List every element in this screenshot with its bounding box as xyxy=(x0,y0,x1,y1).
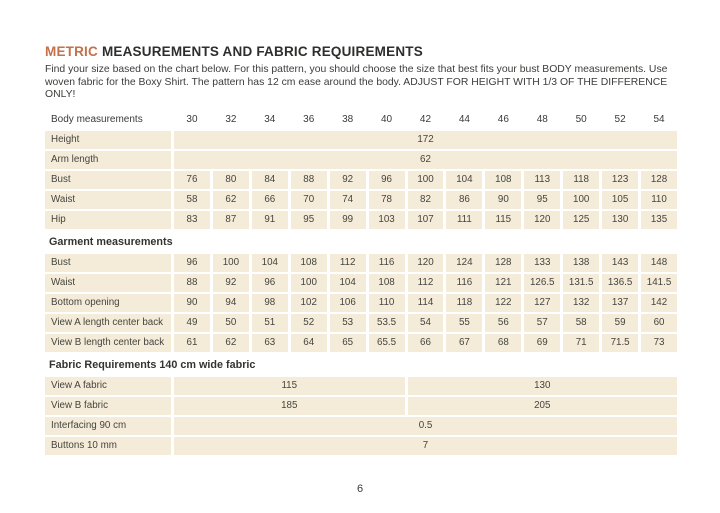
size-header-cell: 30 xyxy=(186,114,198,126)
value-cell: 120 xyxy=(408,254,444,272)
value-cell: 51 xyxy=(252,314,288,332)
row-label: View B fabric xyxy=(45,397,171,415)
value-cell: 126.5 xyxy=(524,274,560,292)
value-cell: 96 xyxy=(174,254,210,272)
value-cell: 108 xyxy=(369,274,405,292)
table-row xyxy=(45,171,677,189)
value-cell: 100 xyxy=(213,254,249,272)
size-header-cell: 32 xyxy=(225,114,237,126)
size-header-cell: 48 xyxy=(536,114,548,126)
value-cell: 58 xyxy=(174,191,210,209)
size-header-cell: 42 xyxy=(419,114,432,126)
value-cell: 102 xyxy=(291,294,327,312)
table-row xyxy=(45,151,677,169)
value-cell: 135 xyxy=(641,211,677,229)
row-label: Height xyxy=(45,131,171,149)
value-cell: 91 xyxy=(252,211,288,229)
value-cell: 136.5 xyxy=(602,274,638,292)
value-cell: 118 xyxy=(446,294,482,312)
size-header-cell: 52 xyxy=(614,114,626,126)
row-label: Arm length xyxy=(45,151,171,169)
row-label: Interfacing 90 cm xyxy=(45,417,171,435)
value-cell: 130 xyxy=(602,211,638,229)
value-cell: 50 xyxy=(213,314,249,332)
value-cell: 105 xyxy=(602,191,638,209)
value-cell: 122 xyxy=(485,294,521,312)
table-row xyxy=(45,417,677,435)
value-cell: 100 xyxy=(563,191,599,209)
value-cell: 61 xyxy=(174,334,210,352)
size-header-label: Body measurements xyxy=(51,114,143,126)
value-cell: 110 xyxy=(641,191,677,209)
value-cell: 92 xyxy=(213,274,249,292)
value-cell: 67 xyxy=(446,334,482,352)
value-cell: 53.5 xyxy=(369,314,405,332)
row-label: View A fabric xyxy=(45,377,171,395)
value-cell: 66 xyxy=(252,191,288,209)
merged-value-cell: 7 xyxy=(174,437,677,455)
value-cell: 80 xyxy=(213,171,249,189)
value-cell: 112 xyxy=(330,254,366,272)
value-cell: 65 xyxy=(330,334,366,352)
value-cell: 104 xyxy=(252,254,288,272)
value-cell: 98 xyxy=(252,294,288,312)
value-cell: 55 xyxy=(446,314,482,332)
size-header-cell: 46 xyxy=(497,114,509,126)
value-cell: 65.5 xyxy=(369,334,405,352)
value-cell: 86 xyxy=(446,191,482,209)
value-cell: 74 xyxy=(330,191,366,209)
value-cell: 58 xyxy=(563,314,599,332)
value-cell: 103 xyxy=(369,211,405,229)
size-header-cell: 50 xyxy=(575,114,587,126)
value-cell: 100 xyxy=(408,171,444,189)
value-cell: 111 xyxy=(446,211,482,229)
fabric-requirements-rows xyxy=(45,377,677,455)
page-content xyxy=(45,44,677,457)
merged-value-cell: 62 xyxy=(174,151,677,169)
table-row xyxy=(45,254,677,272)
value-cell: 87 xyxy=(213,211,249,229)
value-cell: 94 xyxy=(213,294,249,312)
value-cell: 76 xyxy=(174,171,210,189)
row-label: Waist xyxy=(45,274,171,292)
row-label: Bust xyxy=(45,254,171,272)
value-cell: 96 xyxy=(369,171,405,189)
value-cell: 142 xyxy=(641,294,677,312)
split-value-cell: 205 xyxy=(408,397,677,415)
value-cell: 90 xyxy=(485,191,521,209)
row-label: View A length center back xyxy=(45,314,171,332)
size-header-cell: 44 xyxy=(458,114,470,126)
value-cell: 88 xyxy=(291,171,327,189)
value-cell: 106 xyxy=(330,294,366,312)
page-title-accent: METRIC xyxy=(45,44,98,59)
page-title xyxy=(45,44,677,60)
page-title-rest: MEASUREMENTS AND FABRIC REQUIREMENTS xyxy=(101,44,423,59)
value-cell: 108 xyxy=(291,254,327,272)
value-cell: 138 xyxy=(563,254,599,272)
value-cell: 70 xyxy=(291,191,327,209)
row-label: Waist xyxy=(45,191,171,209)
value-cell: 63 xyxy=(252,334,288,352)
value-cell: 125 xyxy=(563,211,599,229)
value-cell: 73 xyxy=(641,334,677,352)
split-value-cell: 115 xyxy=(174,377,405,395)
row-label: Hip xyxy=(45,211,171,229)
garment-measurements-rows xyxy=(45,254,677,352)
value-cell: 60 xyxy=(641,314,677,332)
value-cell: 116 xyxy=(369,254,405,272)
value-cell: 68 xyxy=(485,334,521,352)
value-cell: 133 xyxy=(524,254,560,272)
value-cell: 116 xyxy=(446,274,482,292)
value-cell: 62 xyxy=(213,334,249,352)
value-cell: 137 xyxy=(602,294,638,312)
value-cell: 54 xyxy=(408,314,444,332)
value-cell: 57 xyxy=(524,314,560,332)
table-row xyxy=(45,131,677,149)
value-cell: 90 xyxy=(174,294,210,312)
fabric-section-heading: Fabric Requirements 140 cm wide fabric xyxy=(49,359,256,372)
value-cell: 88 xyxy=(174,274,210,292)
value-cell: 120 xyxy=(524,211,560,229)
size-header-row xyxy=(45,111,677,129)
split-value-cell: 130 xyxy=(408,377,677,395)
size-header-cell: 36 xyxy=(303,114,315,126)
value-cell: 69 xyxy=(524,334,560,352)
value-cell: 95 xyxy=(524,191,560,209)
value-cell: 53 xyxy=(330,314,366,332)
page-number: 6 xyxy=(356,483,364,495)
value-cell: 100 xyxy=(291,274,327,292)
value-cell: 95 xyxy=(291,211,327,229)
value-cell: 123 xyxy=(602,171,638,189)
value-cell: 108 xyxy=(485,171,521,189)
merged-value-cell: 172 xyxy=(174,131,677,149)
value-cell: 141.5 xyxy=(641,274,677,292)
row-label: Bust xyxy=(45,171,171,189)
value-cell: 104 xyxy=(446,171,482,189)
size-header-cell: 40 xyxy=(381,114,393,126)
table-row xyxy=(45,294,677,312)
size-header-cell: 34 xyxy=(264,114,276,126)
value-cell: 71 xyxy=(563,334,599,352)
value-cell: 82 xyxy=(408,191,444,209)
value-cell: 128 xyxy=(641,171,677,189)
value-cell: 113 xyxy=(524,171,560,189)
value-cell: 62 xyxy=(213,191,249,209)
table-row xyxy=(45,437,677,455)
value-cell: 71.5 xyxy=(602,334,638,352)
measurements-table xyxy=(45,111,677,455)
value-cell: 118 xyxy=(563,171,599,189)
value-cell: 92 xyxy=(330,171,366,189)
value-cell: 132 xyxy=(563,294,599,312)
split-value-cell: 185 xyxy=(174,397,405,415)
value-cell: 131.5 xyxy=(563,274,599,292)
value-cell: 127 xyxy=(524,294,560,312)
size-header-cell: 38 xyxy=(342,114,354,126)
value-cell: 148 xyxy=(641,254,677,272)
value-cell: 110 xyxy=(369,294,405,312)
value-cell: 99 xyxy=(330,211,366,229)
table-row xyxy=(45,377,677,395)
row-label: View B length center back xyxy=(45,334,171,352)
value-cell: 56 xyxy=(485,314,521,332)
table-row xyxy=(45,397,677,415)
value-cell: 112 xyxy=(408,274,444,292)
row-label: Buttons 10 mm xyxy=(45,437,171,455)
value-cell: 128 xyxy=(485,254,521,272)
garment-section-heading: Garment measurements xyxy=(49,236,173,249)
body-measurements-rows xyxy=(45,131,677,229)
value-cell: 84 xyxy=(252,171,288,189)
table-row xyxy=(45,314,677,332)
merged-value-cell: 0.5 xyxy=(174,417,677,435)
intro-paragraph: Find your size based on the chart below. For this pattern, you should choose the size that best fits your bust BODY measurements. Use woven fabric for the Boxy Shirt. The pattern has 12 cm ease around the body. ADJUST FOR HEIGHT WITH 1/3 OF THE DIFFERENCE ONLY! xyxy=(45,64,668,101)
value-cell: 78 xyxy=(369,191,405,209)
value-cell: 66 xyxy=(408,334,444,352)
value-cell: 114 xyxy=(408,294,444,312)
row-label: Bottom opening xyxy=(45,294,171,312)
table-row xyxy=(45,211,677,229)
value-cell: 59 xyxy=(602,314,638,332)
value-cell: 64 xyxy=(291,334,327,352)
value-cell: 104 xyxy=(330,274,366,292)
value-cell: 96 xyxy=(252,274,288,292)
value-cell: 83 xyxy=(174,211,210,229)
value-cell: 107 xyxy=(408,211,444,229)
value-cell: 121 xyxy=(485,274,521,292)
table-row xyxy=(45,191,677,209)
value-cell: 143 xyxy=(602,254,638,272)
value-cell: 124 xyxy=(446,254,482,272)
size-header-cell: 54 xyxy=(653,114,665,126)
value-cell: 115 xyxy=(485,211,521,229)
table-row xyxy=(45,274,677,292)
value-cell: 49 xyxy=(174,314,210,332)
value-cell: 52 xyxy=(291,314,327,332)
table-row xyxy=(45,334,677,352)
